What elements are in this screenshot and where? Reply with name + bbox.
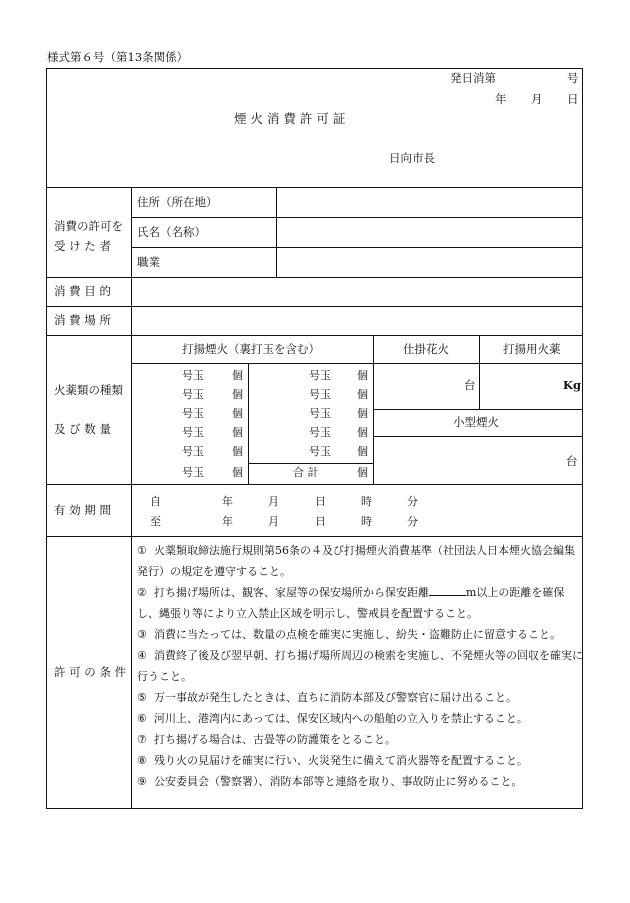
go-label: 号玉 [182,407,204,420]
fireworks-label-line1: 火薬類の種類 [54,383,123,397]
go-label: 号玉 [182,445,204,458]
purpose-field[interactable] [132,278,582,306]
address-field[interactable] [277,188,582,217]
ko-label: 個 [232,445,243,458]
condition-text: 万一事故が発生したときは、直ちに消防本部及び警察官に届け出ること。 [154,691,517,704]
condition-text: 公安委員会（警察署）、消防本部等と連絡を取り、事故防止に努めること。 [154,775,523,788]
ko-label: 個 [357,445,368,458]
form-label: 様式第６号（第13条関係） [47,50,189,64]
uchiage-kayaku-header: 打揚用火薬 [503,342,561,356]
conditions-label: 許 可 の 条 件 [54,665,127,679]
validity-hour: 時 [361,495,372,508]
ko-label: 個 [232,407,243,420]
kogata-header: 小型煙火 [453,415,499,429]
kayaku-unit: Kg [563,378,582,392]
ko-label: 個 [232,388,243,401]
ko-label: 個 [357,466,368,479]
condition-number: ⑥ [137,712,147,725]
occupation-label: 職業 [137,255,160,269]
ko-label: 個 [357,426,368,439]
condition-text: 河川上、港湾内にあっては、保安区域内への船舶の立入りを禁止すること。 [154,712,528,725]
go-label: 号玉 [182,388,204,401]
validity-to: 至 [150,515,161,528]
condition-item-5 [137,687,583,708]
validity-hour: 時 [361,515,372,528]
condition-text: 火薬類取締法施行規則第56条の４及び打揚煙火消費基準（社団法人日本煙火協会編集発行）の規定を遵守すること。 [137,544,575,578]
go-label: 号玉 [182,426,204,439]
condition-number: ③ [137,628,147,641]
validity-label: 有 効 期 間 [54,503,111,517]
condition-number: ⑦ [137,733,147,746]
condition-number: ② [137,586,147,599]
ko-label: 個 [357,388,368,401]
validity-month: 月 [268,495,279,508]
condition-text: 消費終了後及び翌早朝、打ち揚げ場所周辺の検索を実施し、不発煙火等の回収を確実に行うこと。 [137,649,583,683]
condition-text: 打ち揚げる場合は、古畳等の防護策をとること。 [154,733,396,746]
issue-number-label: 発日消第 [450,71,496,85]
validity-day: 日 [315,495,326,508]
condition-number: ⑤ [137,691,147,704]
condition-item-6 [137,708,583,729]
ko-label: 個 [232,369,243,382]
validity-from: 自 [150,495,161,508]
ko-label: 個 [232,426,243,439]
uchiage-header: 打揚煙火（裏打玉を含む） [182,342,320,356]
name-field[interactable] [277,218,582,247]
fireworks-label-line2: 及 び 数 量 [54,422,111,436]
issue-date-day: 日 [567,92,579,106]
ko-label: 個 [357,407,368,420]
address-label: 住所（所在地） [137,195,218,209]
condition-number: ⑨ [137,775,147,788]
condition-text: 打ち揚げ場所は、観客、家屋等の保安場所から保安距離 [154,586,429,599]
condition-number: ① [137,544,147,557]
ko-label: 個 [232,466,243,479]
validity-year: 年 [222,515,233,528]
place-label: 消 費 場 所 [54,313,111,327]
validity-day: 日 [315,515,326,528]
name-label: 氏名（名称） [137,225,206,239]
issue-number-suffix: 号 [567,71,579,85]
purpose-label: 消 費 目 的 [54,284,111,298]
validity-minute: 分 [407,515,418,528]
condition-item-4 [137,645,583,687]
kogata-unit: 台 [566,454,578,468]
issue-date-month: 月 [531,92,543,106]
condition-item-3 [137,624,583,645]
condition-item-8 [137,750,583,771]
validity-minute: 分 [407,495,418,508]
shikake-header: 仕掛花火 [403,342,449,356]
go-label: 号玉 [182,369,204,382]
occupation-field[interactable] [277,248,582,277]
validity-month: 月 [268,515,279,528]
go-label: 号玉 [309,388,331,401]
go-label: 号玉 [309,369,331,382]
condition-number: ⑧ [137,754,147,767]
shikake-unit: 台 [464,378,476,392]
condition-text: m以上の距離を確保し、縄張り等により立入禁止区域を明示し、警戒員を配置すること。 [137,586,565,620]
applicant-label-line2: 受 け た 者 [54,239,111,253]
condition-item-9 [137,771,583,792]
ko-label: 個 [357,369,368,382]
condition-number: ④ [137,649,147,662]
condition-text: 残り火の見届けを確実に行い、火災発生に備えて消火器等を配置すること。 [154,754,528,767]
issuer-name: 日向市長 [389,151,435,165]
document-title: 煙 火 消 費 許 可 証 [234,111,346,126]
condition-text: 消費に当たっては、数量の点検を確実に実施し、紛失・盗難防止に留意すること。 [154,628,561,641]
place-field[interactable] [132,307,582,335]
condition-item-7 [137,729,583,750]
total-label: 合 計 [293,466,319,479]
go-label: 号玉 [309,426,331,439]
condition-item-1 [137,540,583,582]
condition-item-2 [137,582,583,624]
go-label: 号玉 [309,445,331,458]
go-label: 号玉 [182,466,204,479]
distance-blank[interactable] [429,586,466,596]
validity-year: 年 [222,495,233,508]
go-label: 号玉 [309,407,331,420]
applicant-label-line1: 消費の許可を [54,219,123,233]
issue-date-year: 年 [495,92,507,106]
